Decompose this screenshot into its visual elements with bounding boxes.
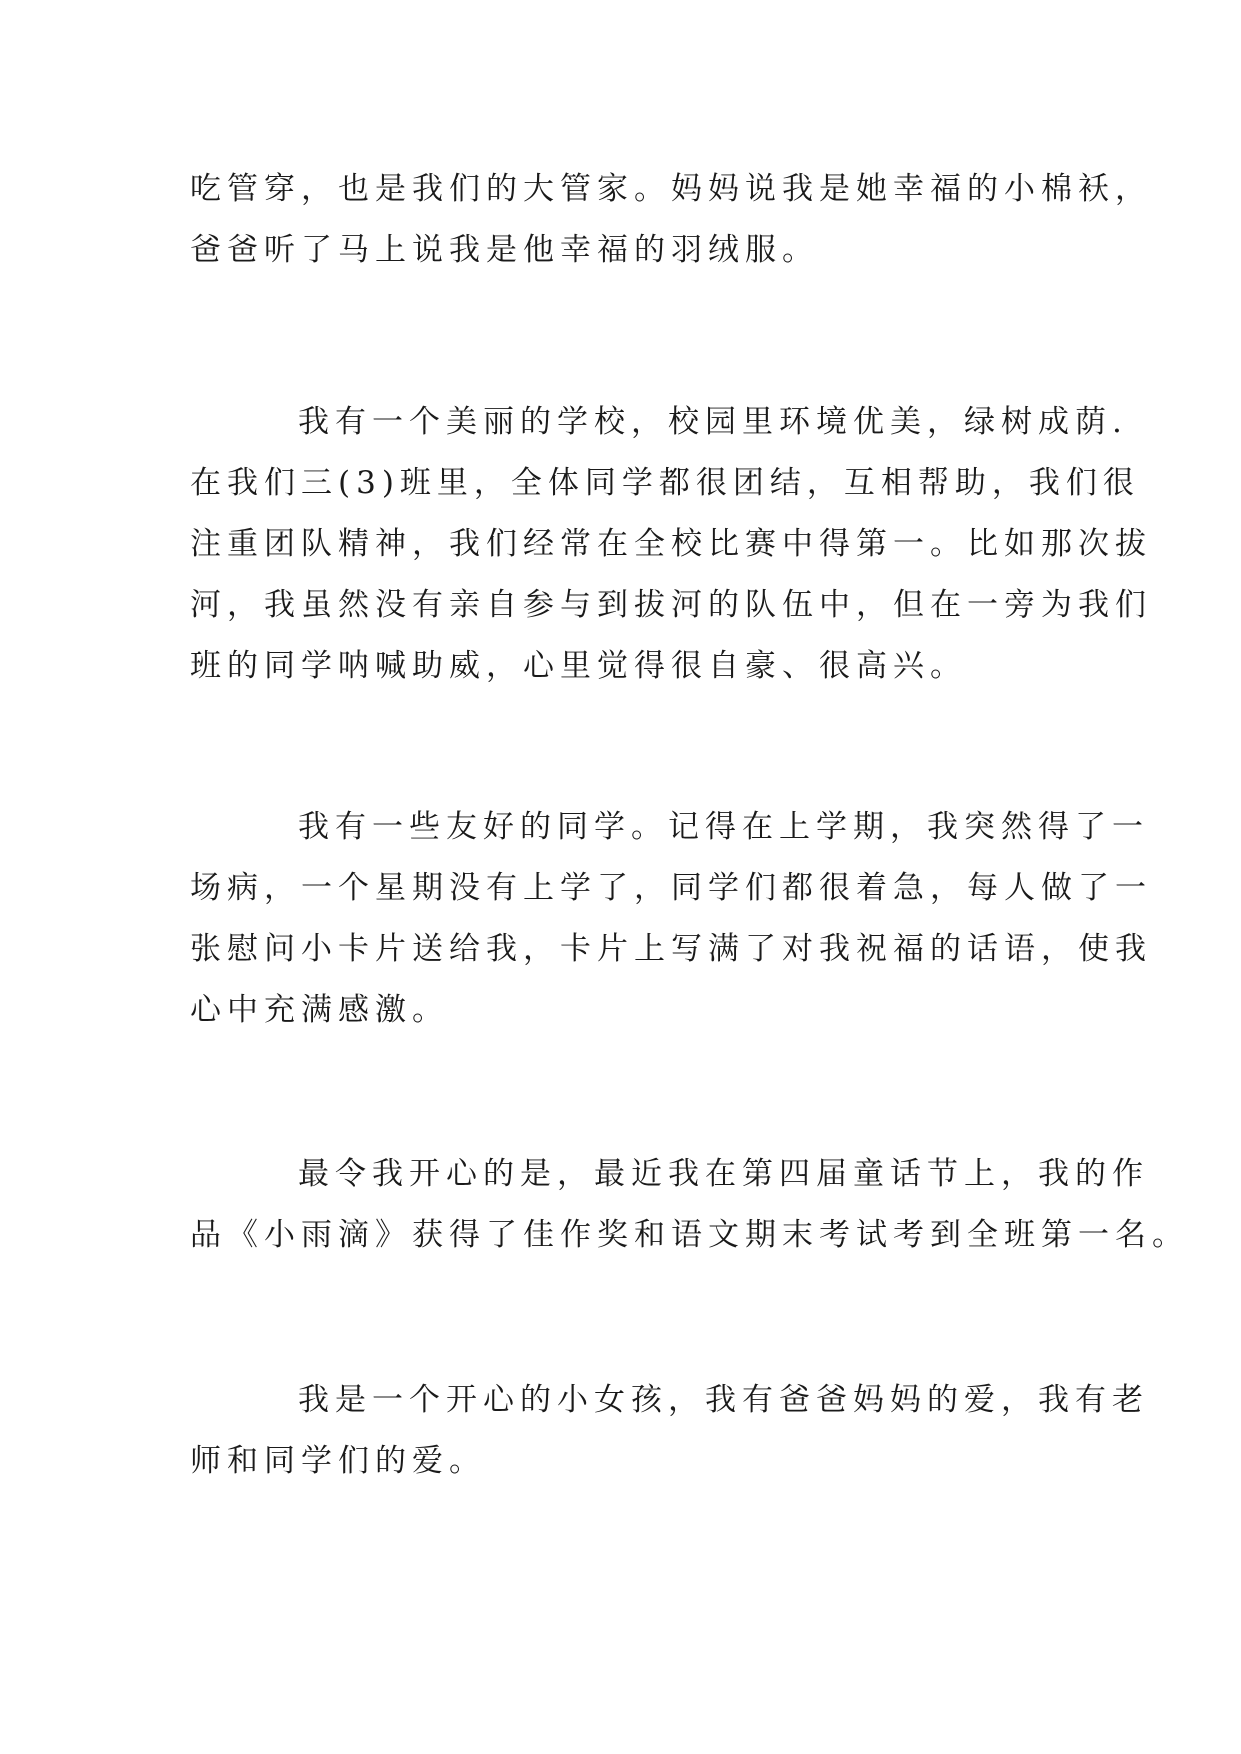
paragraph-5 bbox=[190, 1370, 1149, 1492]
paragraph-3 bbox=[190, 797, 1152, 1041]
paragraph-2 bbox=[190, 392, 1152, 697]
paragraph-line: 张慰问小卡片送给我，卡片上写满了对我祝福的话语，使我 bbox=[190, 931, 1152, 967]
paragraph-line: 品《小雨滴》获得了佳作奖和语文期末考试考到全班第一名。 bbox=[190, 1217, 1189, 1253]
paragraph-line: 我有一个美丽的学校，校园里环境优美，绿树成荫. bbox=[298, 404, 1128, 440]
paragraph-line: 爸爸听了马上说我是他幸福的羽绒服。 bbox=[190, 232, 819, 268]
paragraph-line: 河，我虽然没有亲自参与到拔河的队伍中，但在一旁为我们 bbox=[190, 587, 1152, 623]
paragraph-line: 班的同学呐喊助威，心里觉得很自豪、很高兴。 bbox=[190, 648, 967, 684]
paragraph-line: 注重团队精神，我们经常在全校比赛中得第一。比如那次拔 bbox=[190, 526, 1152, 562]
paragraph-4 bbox=[190, 1144, 1189, 1266]
paragraph-line: 我是一个开心的小女孩，我有爸爸妈妈的爱，我有老 bbox=[298, 1382, 1149, 1418]
paragraph-line: 场病，一个星期没有上学了，同学们都很着急，每人做了一 bbox=[190, 870, 1152, 906]
paragraph-line: 我有一些友好的同学。记得在上学期，我突然得了一 bbox=[298, 809, 1149, 845]
paragraph-line: 心中充满感激。 bbox=[190, 992, 449, 1028]
paragraph-line: 师和同学们的爱。 bbox=[190, 1443, 486, 1479]
paragraph-1 bbox=[190, 159, 1152, 281]
paragraph-line: 在我们三(3)班里，全体同学都很团结，互相帮助，我们很 bbox=[190, 465, 1140, 501]
paragraph-line: 最令我开心的是，最近我在第四届童话节上，我的作 bbox=[298, 1156, 1149, 1192]
paragraph-line: 吃管穿，也是我们的大管家。妈妈说我是她幸福的小棉袄， bbox=[190, 171, 1152, 207]
